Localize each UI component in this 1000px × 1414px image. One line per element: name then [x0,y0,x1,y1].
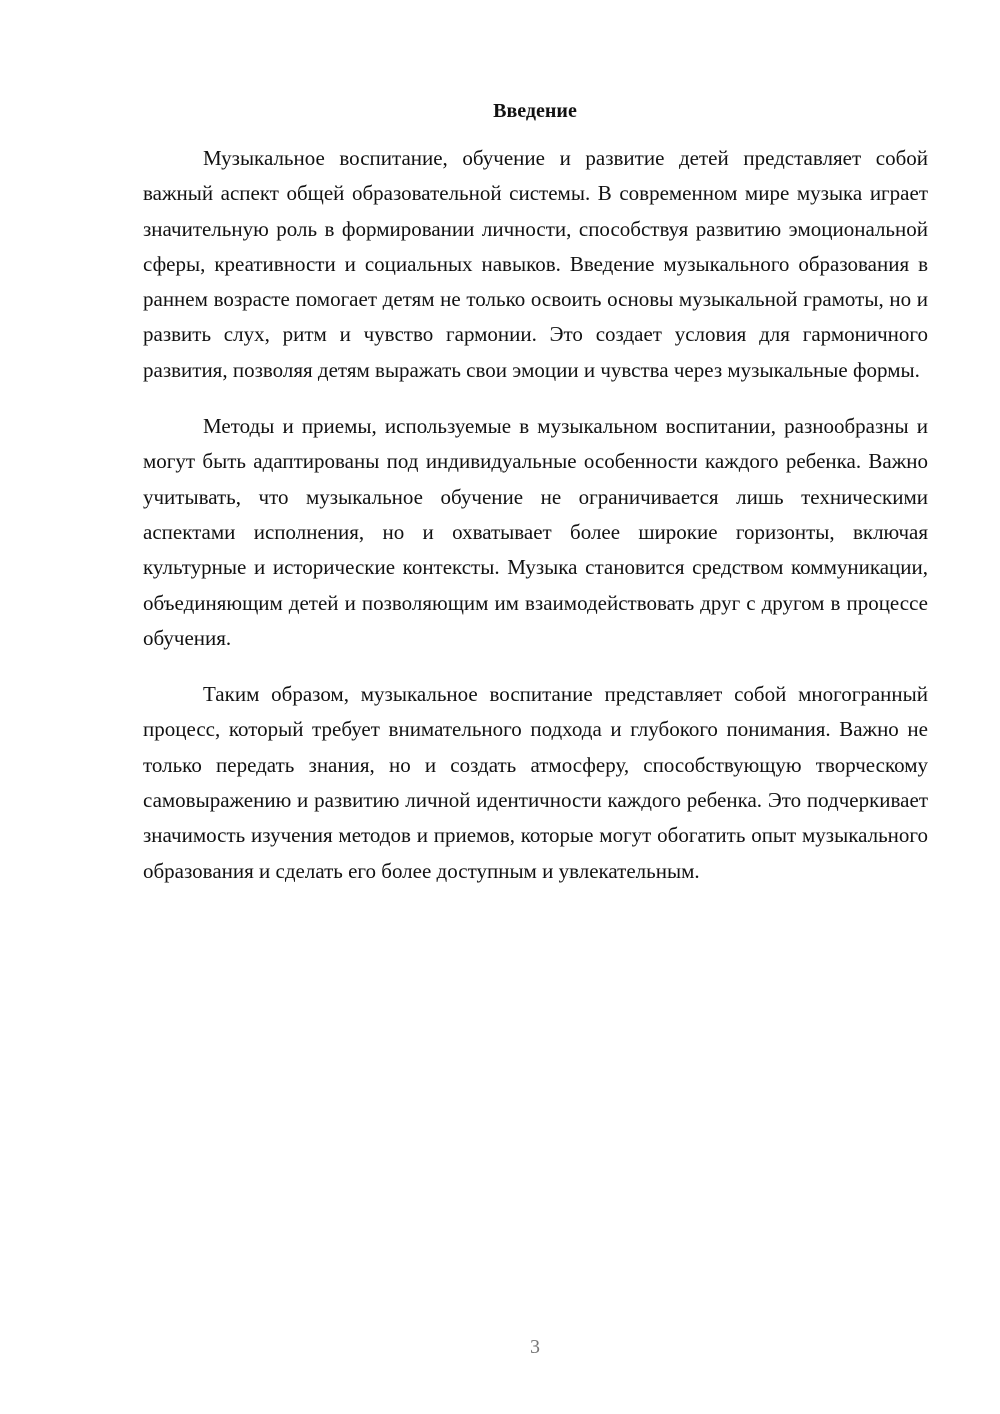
body-text [143,141,928,889]
section-title: Введение [493,100,577,122]
page-number: 3 [530,1336,540,1358]
paragraph-1: Музыкальное воспитание, обучение и развитие детей представляет собой важный аспект общей образовательной системы. В современном мире музыка играет значительную роль в формировании личности, способствуя развитию эмоциональной сферы, креативности и социальных навыков. Введение музыкального образования в раннем возрасте помогает детям не только освоить основы музыкальной грамоты, но и развить слух, ритм и чувство гармонии. Это создает условия для гармоничного развития, позволяя детям выражать свои эмоции и чувства через музыкальные формы. [143,146,928,382]
paragraph-3: Таким образом, музыкальное воспитание представляет собой многогранный процесс, который требует внимательного подхода и глубокого понимания. Важно не только передать знания, но и создать атмосферу, способствующую творческому самовыражению и развитию личной идентичности каждого ребенка. Это подчеркивает значимость изучения методов и приемов, которые могут обогатить опыт музыкального образования и сделать его более доступным и увлекательным. [143,682,928,883]
paragraph-2: Методы и приемы, используемые в музыкальном воспитании, разнообразны и могут быть адаптированы под индивидуальные особенности каждого ребенка. Важно учитывать, что музыкальное обучение не ограничивается лишь техническими аспектами исполнения, но и охватывает более широкие горизонты, включая культурные и исторические контексты. Музыка становится средством коммуникации, объединяющим детей и позволяющим им взаимодействовать друг с другом в процессе обучения. [143,414,928,650]
